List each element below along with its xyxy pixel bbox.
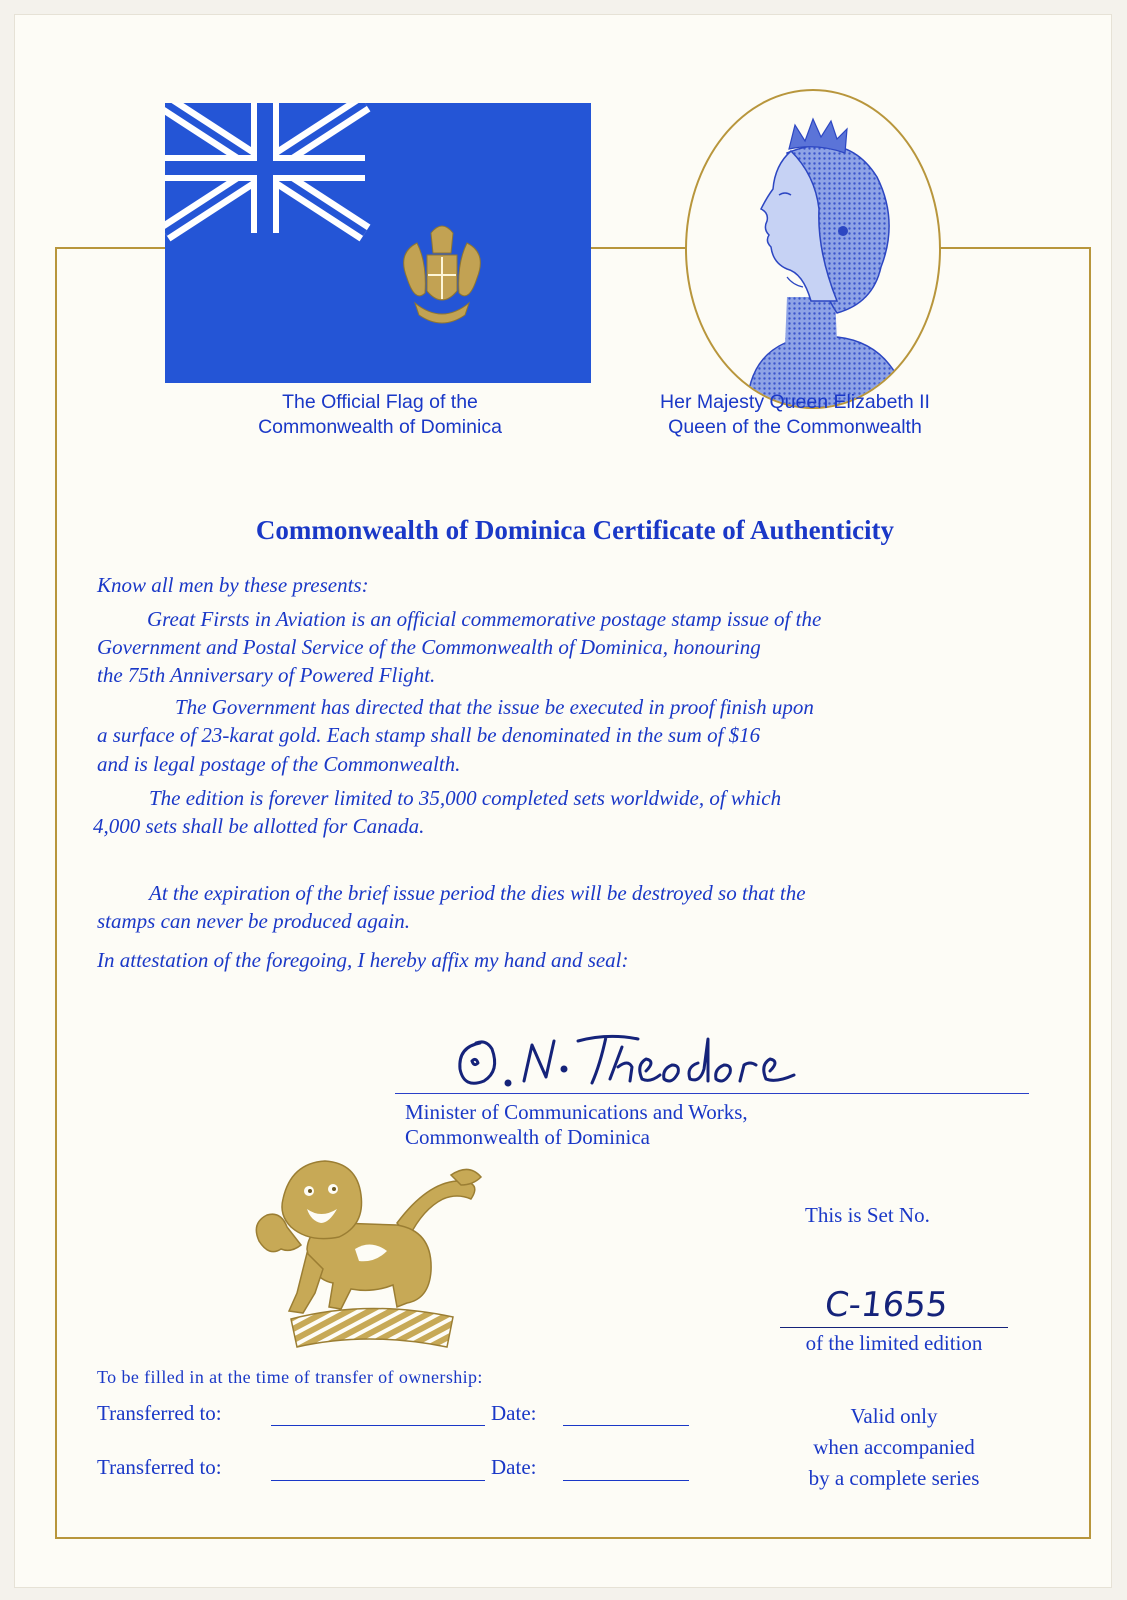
body-line: and is legal postage of the Commonwealth. [97, 752, 461, 776]
lion-seal-icon [247, 1153, 491, 1349]
body-line: At the expiration of the brief issue period the dies will be destroyed so that the [149, 881, 806, 905]
validity-note [780, 1401, 1008, 1494]
date-label: Date: [491, 1455, 537, 1479]
set-number-label: This is Set No. [805, 1203, 930, 1227]
minister-title-line2: Commonwealth of Dominica [405, 1125, 650, 1149]
body-line: the 75th Anniversary of Powered Flight. [97, 663, 436, 687]
transfer-to-label: Transferred to: [97, 1401, 222, 1425]
validity-line1: Valid only [850, 1404, 938, 1428]
body-line: Great Firsts in Aviation is an official commemorative postage stamp issue of the [147, 607, 822, 631]
set-number-value: C-1655 [822, 1285, 950, 1325]
body-line: Government and Postal Service of the Commonwealth of Dominica, honouring [97, 635, 761, 659]
date-label: Date: [491, 1401, 537, 1425]
transfer-to-field[interactable] [271, 1425, 485, 1426]
date-field[interactable] [563, 1480, 689, 1481]
signature-line [395, 1093, 1029, 1094]
flag-caption [190, 390, 570, 440]
flag-caption-line2: Commonwealth of Dominica [258, 416, 502, 438]
queen-portrait-icon [685, 89, 941, 409]
certificate-title: Commonwealth of Dominica Certificate of Authenticity [255, 515, 895, 545]
body-line: a surface of 23-karat gold. Each stamp shall be denominated in the sum of $16 [97, 723, 761, 747]
body-line: 4,000 sets shall be allotted for Canada. [93, 814, 425, 838]
portrait-caption-line1: Her Majesty Queen Elizabeth II [660, 391, 930, 413]
transfer-instructions: To be filled in at the time of transfer of ownership: [97, 1367, 483, 1387]
limited-edition-label: of the limited edition [805, 1331, 983, 1355]
body-line: The edition is forever limited to 35,000 completed sets worldwide, of which [149, 786, 782, 810]
portrait-caption [605, 390, 985, 440]
flag-caption-line1: The Official Flag of the [282, 391, 478, 413]
attestation-line: In attestation of the foregoing, I hereby affix my hand and seal: [97, 948, 629, 972]
set-number-line [780, 1327, 1008, 1328]
body-line: The Government has directed that the issue be executed in proof finish upon [175, 695, 814, 719]
date-field[interactable] [563, 1425, 689, 1426]
minister-title [405, 1100, 748, 1150]
validity-line2: when accompanied [813, 1435, 975, 1459]
transfer-to-label: Transferred to: [97, 1455, 222, 1479]
validity-line3: by a complete series [808, 1466, 980, 1490]
minister-title-line1: Minister of Communications and Works, [405, 1100, 748, 1124]
body-line: stamps can never be produced again. [97, 909, 410, 933]
salutation: Know all men by these presents: [97, 573, 369, 597]
handwritten-signature [450, 1025, 810, 1097]
certificate-page [14, 14, 1112, 1588]
transfer-to-field[interactable] [271, 1480, 485, 1481]
portrait-caption-line2: Queen of the Commonwealth [668, 416, 922, 438]
dominica-flag-icon [165, 103, 591, 383]
